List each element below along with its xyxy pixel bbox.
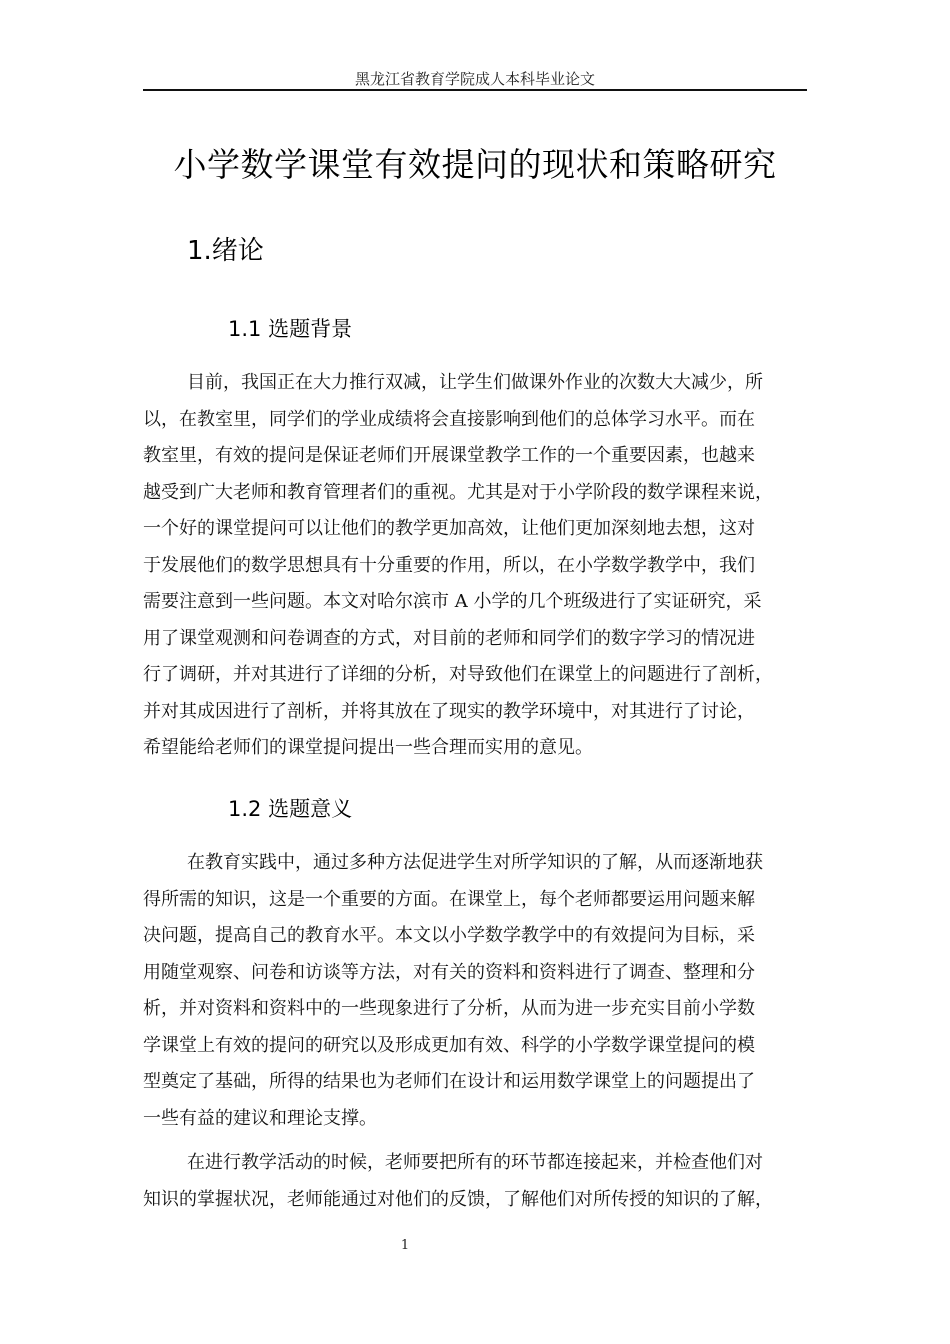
section-heading-significance: 1.2 选题意义 bbox=[228, 797, 353, 821]
chapter-heading: 1.绪论 bbox=[187, 236, 264, 266]
paragraph-line: 用了课堂观测和问卷调查的方式，对目前的老师和同学们的数字学习的情况进 bbox=[143, 627, 755, 649]
page-number: 1 bbox=[400, 1238, 410, 1253]
paragraph-line: 于发展他们的数学思想具有十分重要的作用，所以，在小学数学教学中，我们 bbox=[143, 554, 755, 576]
paragraph-line: 决问题，提高自己的教育水平。本文以小学数学教学中的有效提问为目标，采 bbox=[143, 925, 755, 946]
paragraph-line: 析，并对资料和资料中的一些现象进行了分析，从而为进一步充实目前小学数 bbox=[143, 998, 755, 1019]
paragraph-line: 型奠定了基础，所得的结果也为老师们在设计和运用数学课堂上的问题提出了 bbox=[143, 1071, 755, 1092]
paragraph-line: 得所需的知识，这是一个重要的方面。在课堂上，每个老师都要运用问题来解 bbox=[143, 888, 755, 910]
paragraph-line: 一个好的课堂提问可以让他们的教学更加高效，让他们更加深刻地去想，这对 bbox=[143, 518, 755, 539]
paragraph-line: 知识的掌握状况，老师能通过对他们的反馈，了解他们对所传授的知识的了解， bbox=[143, 1188, 773, 1210]
paragraph-line: 越受到广大老师和教育管理者们的重视。尤其是对于小学阶段的数学课程来说， bbox=[143, 481, 773, 503]
paragraph-line: 在教育实践中，通过多种方法促进学生对所学知识的了解，从而逐渐地获 bbox=[187, 852, 763, 873]
section-heading-background: 1.1 选题背景 bbox=[228, 317, 353, 341]
paragraph-line: 希望能给老师们的课堂提问提出一些合理而实用的意见。 bbox=[143, 737, 593, 758]
header-divider bbox=[143, 89, 807, 91]
paragraph-line: 在进行教学活动的时候，老师要把所有的环节都连接起来，并检查他们对 bbox=[187, 1152, 763, 1173]
paragraph-line: 以，在教室里，同学们的学业成绩将会直接影响到他们的总体学习水平。而在 bbox=[143, 408, 755, 430]
paragraph-line: 学课堂上有效的提问的研究以及形成更加有效、科学的小学数学课堂提问的模 bbox=[143, 1034, 755, 1056]
paragraph-line: 一些有益的建议和理论支撑。 bbox=[143, 1107, 377, 1129]
paragraph-line: 需要注意到一些问题。本文对哈尔滨市 A 小学的几个班级进行了实证研究，采 bbox=[143, 591, 762, 612]
significance-paragraph-2 bbox=[143, 1145, 811, 1218]
paragraph-line: 用随堂观察、问卷和访谈等方法，对有关的资料和资料进行了调查、整理和分 bbox=[143, 961, 755, 983]
paragraph-line: 教室里，有效的提问是保证老师们开展课堂教学工作的一个重要因素，也越来 bbox=[143, 445, 755, 466]
background-paragraph bbox=[143, 365, 811, 767]
significance-paragraph-1 bbox=[143, 845, 811, 1137]
paragraph-line: 并对其成因进行了剖析，并将其放在了现实的教学环境中，对其进行了讨论， bbox=[143, 700, 755, 722]
paper-title: 小学数学课堂有效提问的现状和策略研究 bbox=[173, 145, 777, 184]
running-header: 黑龙江省教育学院成人本科毕业论文 bbox=[354, 70, 595, 88]
paragraph-line: 目前，我国正在大力推行双减，让学生们做课外作业的次数大大减少，所 bbox=[187, 372, 763, 393]
paragraph-line: 行了调研，并对其进行了详细的分析，对导致他们在课堂上的问题进行了剖析， bbox=[143, 664, 773, 685]
